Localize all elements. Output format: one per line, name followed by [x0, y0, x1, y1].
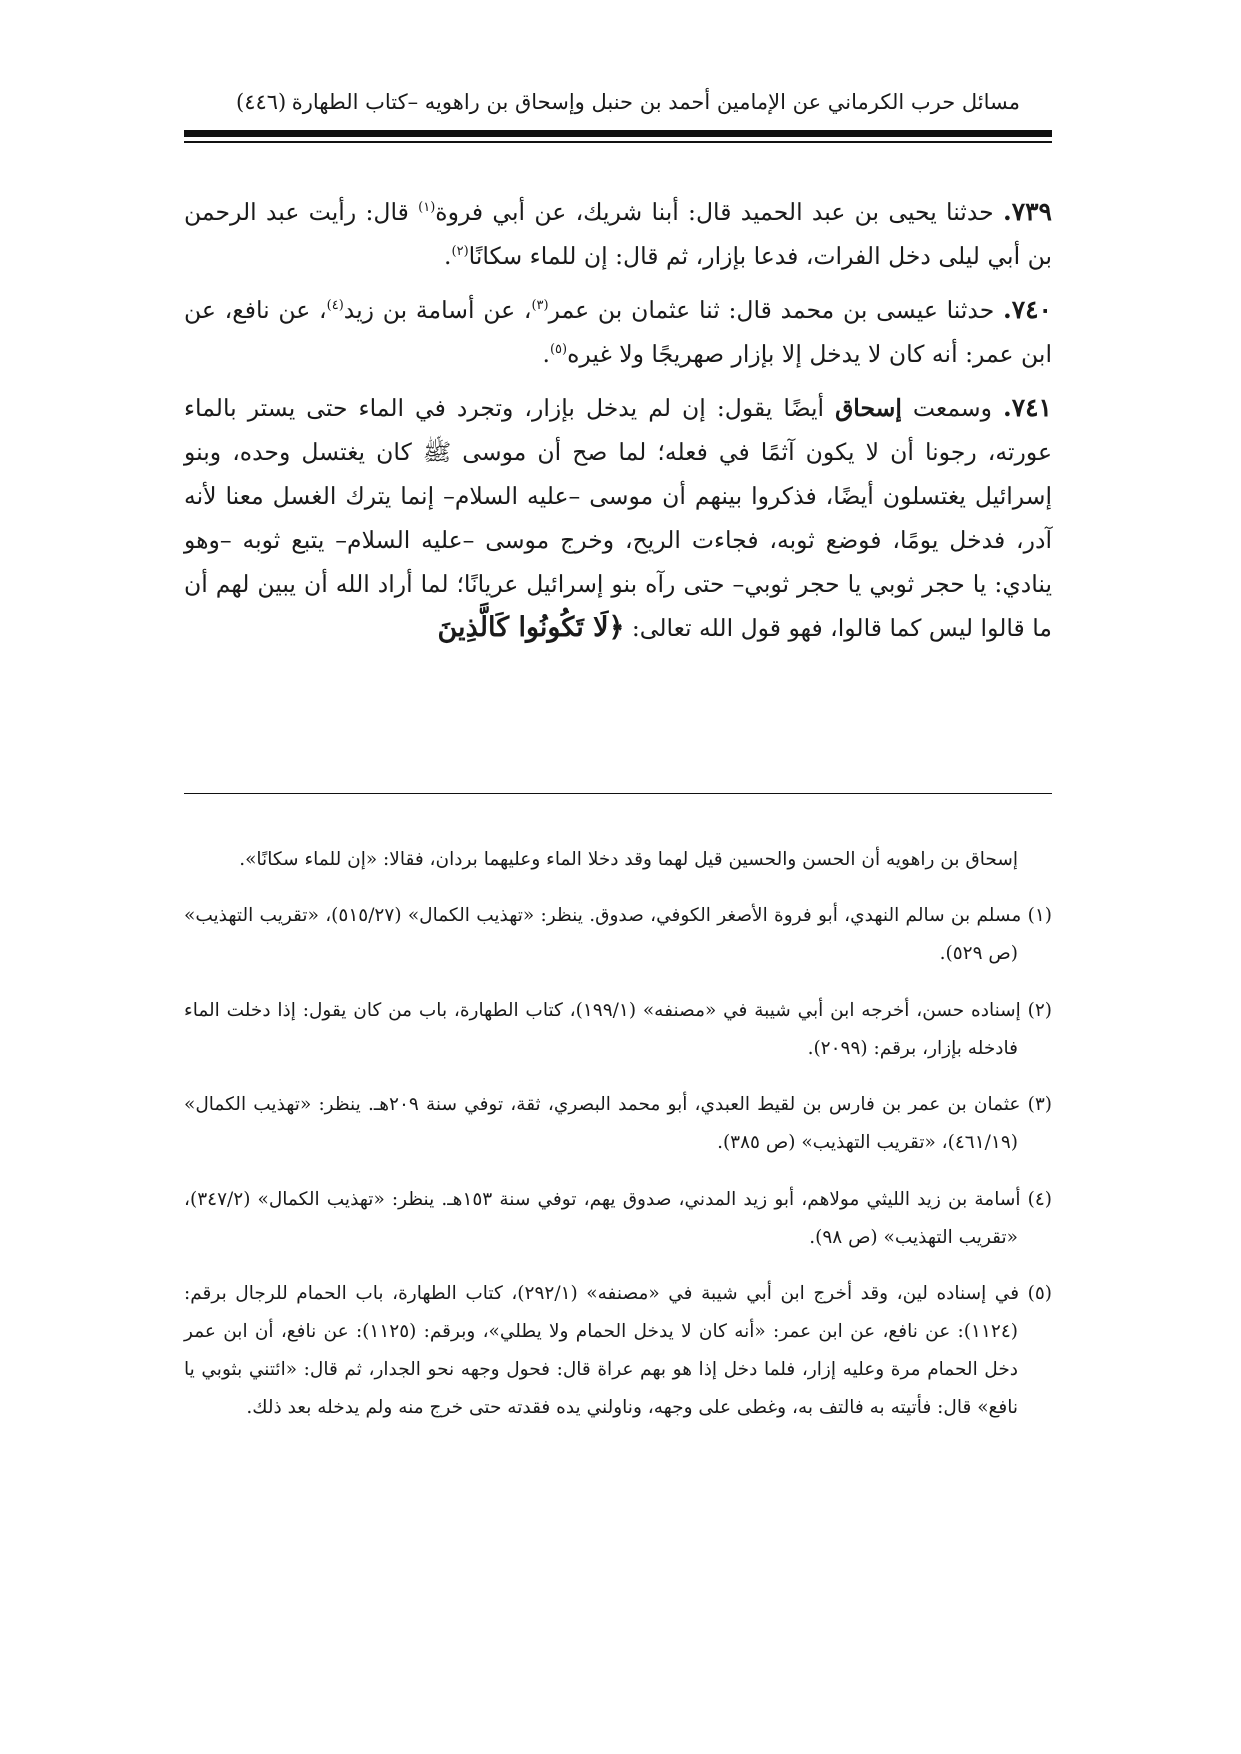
footnote-ref: (١) — [418, 200, 436, 216]
entry-739 — [184, 190, 1052, 278]
running-title: مسائل حرب الكرماني عن الإمامين أحمد بن حنبل وإسحاق بن راهويه –كتاب الطهارة — [291, 90, 1020, 114]
entry-text: حدثنا عيسى بن محمد قال: ثنا عثمان بن عمر — [548, 296, 1003, 324]
footnotes — [184, 822, 1052, 1437]
footnote-2: (٢) إسناده حسن، أخرجه ابن أبي شيبة في «مصنفه» (١٩٩/١)، كتاب الطهارة، باب من كان يقول: إذا دخلت الماء فادخله بإزار، برقم: (٢٠٩٩). — [184, 999, 1052, 1059]
page-number: (٤٤٦) — [236, 90, 287, 114]
footnote-ref: (٣) — [531, 298, 549, 314]
quran-quote: ﴿لَا تَكُونُوا كَالَّذِينَ — [437, 612, 625, 643]
entry-number: ٧٤١. — [1002, 393, 1052, 422]
footnote-3: (٣) عثمان بن عمر بن فارس بن لقيط العبدي، أبو محمد البصري، ثقة، توفي سنة ٢٠٩هـ. ينظر: «تهذيب الكمال» (٤٦١/١٩)، «تقريب التهذيب» (ص ٣٨٥). — [184, 1094, 1052, 1153]
entry-text: ، عن نافع، عن ابن عمر: أنه كان لا يدخل إلا بإزار صهريجًا ولا غيره — [184, 296, 1052, 368]
entry-text: . — [444, 242, 452, 270]
footnote-ref: (٥) — [549, 342, 568, 358]
footnote-ref: (٤) — [326, 298, 344, 314]
entry-text: أيضًا يقول: إن لم يدخل بإزار، وتجرد في الماء حتى يستر بالماء عورته، رجونا أن لا يكون آثمًا في فعله؛ لما صح أن موسى ﷺ كان يغتسل وحده، وبنو إسرائيل يغتسلون أيضًا، فذكروا بينهم أن موسى –عليه السلام– إنما يترك الغسل معنا لأنه آدر، فدخل يومًا، فوضع ثوبه، فجاءت الريح، وخرج موسى –عليه السلام– يتبع ثوبه –وهو ينادي: يا حجر ثوبي يا حجر ثوبي– حتى رآه بنو إسرائيل عريانًا؛ لما أراد الله أن يبين لهم أن ما قالوا ليس كما قالوا، فهو قول الله تعالى: — [184, 394, 1052, 642]
footnote-1: (١) مسلم بن سالم النهدي، أبو فروة الأصغر الكوفي، صدوق. ينظر: «تهذيب الكمال» (٥١٥/٢٧)، «تقريب التهذيب» (ص ٥٢٩). — [184, 905, 1053, 964]
entry-741 — [184, 386, 1052, 650]
footnote-continuation: إسحاق بن راهويه أن الحسن والحسين قيل لهما وقد دخلا الماء وعليهما بردان، فقالا: «إن للماء سكانًا». — [239, 848, 1018, 870]
entry-text: ، عن أسامة بن زيد — [343, 296, 532, 324]
entry-number: ٧٤٠. — [1002, 295, 1052, 324]
page-header — [236, 84, 1020, 120]
footnote-5: (٥) في إسناده لين، وقد أخرج ابن أبي شيبة في «مصنفه» (٢٩٢/١)، كتاب الطهارة، باب الحمام للرجال برقم: (١١٢٤): عن نافع، عن ابن عمر: «أنه كان لا يدخل الحمام ولا يطلي»، وبرقم: (١١٢٥): عن نافع، أن ابن عمر دخل الحمام مرة وعليه إزار، فلما دخل إذا هو بهم عراة قال: فحول وجهه نحو الجدار، ثم قال: «ائتني بثوبي يا نافع» قال: فأتيته به فالتف به، وغطى على وجهه، وناولني يده فقدته حتى خرج منه ولم يدخله بعد ذلك. — [184, 1283, 1052, 1418]
main-text — [184, 190, 1052, 660]
footnote-ref: (٢) — [451, 244, 469, 260]
entry-text: حدثنا يحيى بن عبد الحميد قال: أبنا شريك، عن أبي فروة — [435, 198, 1003, 226]
entry-text: وسمعت — [901, 394, 1003, 422]
header-rule-thick — [184, 130, 1052, 137]
entry-number: ٧٣٩. — [1002, 197, 1052, 226]
entry-text: قال: رأيت عبد الرحمن بن أبي ليلى دخل الفرات، فدعا بإزار، ثم قال: إن للماء سكانًا — [184, 198, 1052, 270]
footnote-separator — [184, 793, 1052, 794]
narrator-name: إسحاق — [835, 394, 902, 422]
entry-740 — [184, 288, 1052, 376]
footnote-4: (٤) أسامة بن زيد الليثي مولاهم، أبو زيد المدني، صدوق يهم، توفي سنة ١٥٣هـ. ينظر: «تهذيب الكمال» (٣٤٧/٢)، «تقريب التهذيب» (ص ٩٨). — [184, 1188, 1052, 1248]
entry-text: . — [542, 340, 550, 368]
header-rule-thin — [184, 141, 1052, 143]
